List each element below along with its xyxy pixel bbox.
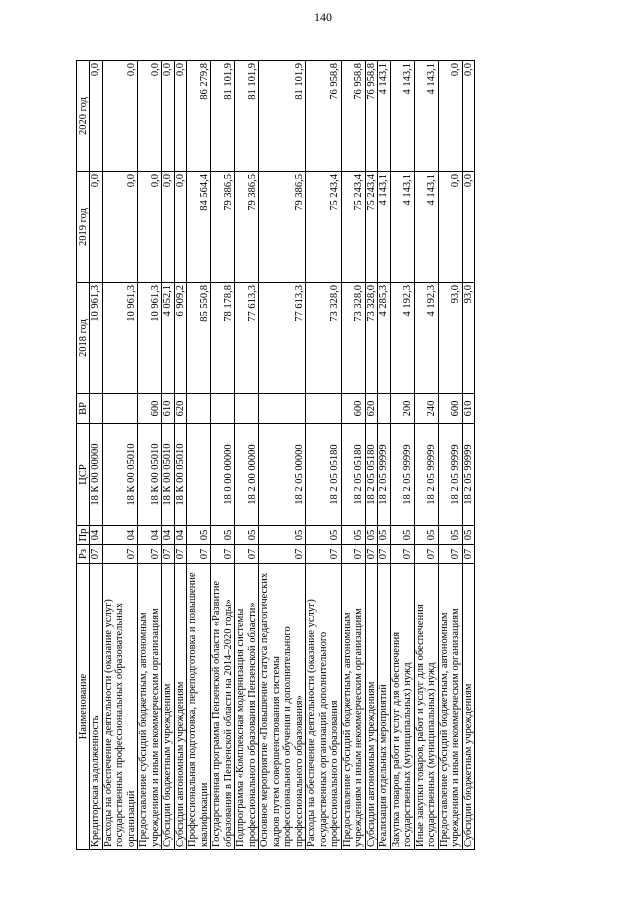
cell-rz: 07 [174, 545, 187, 564]
table-header-row [77, 61, 90, 850]
cell-2020: 0,0 [438, 61, 462, 172]
cell-vr: 620 [365, 394, 378, 424]
cell-vr [259, 394, 306, 424]
cell-name: Расходы на обеспечение деятельности (оказание услуг) государственных профессиональных образовательных организаций [102, 564, 138, 850]
cell-csr: 18 2 05 99999 [438, 424, 462, 526]
cell-2019: 75 243,4 [306, 172, 342, 283]
cell-2020: 4 143,1 [378, 61, 391, 172]
cell-2020: 81 101,9 [259, 61, 306, 172]
cell-name: Субсидии автономным учреждениям [174, 564, 187, 850]
cell-name: Кредиторская задолженность [90, 564, 103, 850]
cell-csr: 18 К 00 05010 [174, 424, 187, 526]
cell-pr: 05 [462, 526, 475, 545]
cell-vr: 240 [414, 394, 438, 424]
cell-2018: 4 052,1 [162, 283, 175, 394]
cell-csr: 18 2 05 99999 [414, 424, 438, 526]
cell-2020: 81 101,9 [211, 61, 235, 172]
cell-2018: 10 961,3 [138, 283, 162, 394]
cell-vr [235, 394, 259, 424]
cell-name: Основное мероприятие «Повышение статуса педагогических кадров путем совершенствования системы профессионального обучения и дополнительного профессионального образования» [259, 564, 306, 850]
table-body [90, 61, 475, 850]
cell-csr: 18 2 05 99999 [378, 424, 391, 526]
cell-pr: 04 [138, 526, 162, 545]
cell-name: Субсидии бюджетным учреждениям [462, 564, 475, 850]
cell-pr: 05 [259, 526, 306, 545]
table-container [76, 60, 566, 850]
table-row [365, 61, 378, 850]
cell-vr [306, 394, 342, 424]
cell-csr: 18 К 00 05010 [138, 424, 162, 526]
cell-rz: 07 [162, 545, 175, 564]
cell-csr: 18 2 05 00000 [259, 424, 306, 526]
cell-pr: 04 [102, 526, 138, 545]
cell-vr [187, 394, 211, 424]
cell-vr: 610 [462, 394, 475, 424]
cell-csr: 18 2 05 05180 [341, 424, 365, 526]
cell-2019: 0,0 [90, 172, 103, 283]
cell-pr: 05 [438, 526, 462, 545]
cell-pr: 04 [90, 526, 103, 545]
cell-2018: 93,0 [462, 283, 475, 394]
cell-csr: 18 2 05 05180 [365, 424, 378, 526]
cell-2019: 4 143,1 [414, 172, 438, 283]
cell-2019: 4 143,1 [378, 172, 391, 283]
table-row [462, 61, 475, 850]
cell-2018: 10 961,3 [102, 283, 138, 394]
cell-2019: 79 386,5 [211, 172, 235, 283]
table-row [235, 61, 259, 850]
cell-2019: 0,0 [102, 172, 138, 283]
cell-pr: 05 [306, 526, 342, 545]
table-row [90, 61, 103, 850]
cell-rz: 07 [365, 545, 378, 564]
table-row [438, 61, 462, 850]
cell-name: Иные закупки товаров, работ и услуг для обеспечения государственных (муниципальных) нужд [414, 564, 438, 850]
cell-rz: 07 [378, 545, 391, 564]
cell-rz: 07 [138, 545, 162, 564]
cell-csr: 18 0 00 00000 [211, 424, 235, 526]
cell-2020: 76 958,8 [341, 61, 365, 172]
cell-2019: 75 243,4 [365, 172, 378, 283]
cell-rz: 07 [390, 545, 414, 564]
table-row [138, 61, 162, 850]
cell-rz: 07 [187, 545, 211, 564]
cell-2020: 86 279,8 [187, 61, 211, 172]
cell-2020: 0,0 [102, 61, 138, 172]
cell-2020: 0,0 [174, 61, 187, 172]
cell-2020: 0,0 [90, 61, 103, 172]
cell-vr [90, 394, 103, 424]
header-vr: ВР [77, 394, 90, 424]
cell-pr: 05 [365, 526, 378, 545]
cell-2018: 77 613,3 [235, 283, 259, 394]
cell-name: Предоставление субсидий бюджетным, автономным учреждениям и иным некоммерческим организациям [138, 564, 162, 850]
table-row [102, 61, 138, 850]
cell-rz: 07 [235, 545, 259, 564]
cell-vr [378, 394, 391, 424]
cell-vr: 600 [138, 394, 162, 424]
cell-2018: 93,0 [438, 283, 462, 394]
cell-csr [187, 424, 211, 526]
header-2020: 2020 год [77, 61, 90, 172]
cell-pr: 05 [414, 526, 438, 545]
table-row [174, 61, 187, 850]
table-row [414, 61, 438, 850]
cell-name: Профессиональная подготовка, переподготовка и повышение квалификации [187, 564, 211, 850]
cell-vr: 620 [174, 394, 187, 424]
cell-pr: 04 [162, 526, 175, 545]
header-rz: Рз [77, 545, 90, 564]
cell-2019: 79 386,5 [259, 172, 306, 283]
cell-2019: 4 143,1 [390, 172, 414, 283]
cell-2018: 4 192,3 [390, 283, 414, 394]
cell-2018: 77 613,3 [259, 283, 306, 394]
cell-pr: 05 [235, 526, 259, 545]
cell-2020: 4 143,1 [390, 61, 414, 172]
cell-csr: 18 К 00 00000 [90, 424, 103, 526]
cell-rz: 07 [259, 545, 306, 564]
table-row [259, 61, 306, 850]
cell-csr: 18 К 00 05010 [162, 424, 175, 526]
cell-name: Закупка товаров, работ и услуг для обеспечения государственных (муниципальных) нужд [390, 564, 414, 850]
cell-pr: 05 [378, 526, 391, 545]
cell-2018: 6 909,2 [174, 283, 187, 394]
cell-2018: 10 961,3 [90, 283, 103, 394]
table-row [341, 61, 365, 850]
header-name: Наименование [77, 564, 90, 850]
rotated-table-frame [76, 60, 566, 850]
cell-pr: 05 [341, 526, 365, 545]
cell-2020: 0,0 [138, 61, 162, 172]
cell-pr: 05 [390, 526, 414, 545]
cell-csr: 18 2 05 05180 [306, 424, 342, 526]
cell-2018: 78 178,8 [211, 283, 235, 394]
cell-name: Предоставление субсидий бюджетным, автономным учреждениям и иным некоммерческим организациям [341, 564, 365, 850]
page-number: 140 [314, 10, 332, 24]
cell-csr: 18 2 05 99999 [462, 424, 475, 526]
cell-2019: 0,0 [162, 172, 175, 283]
cell-rz: 07 [102, 545, 138, 564]
cell-rz: 07 [306, 545, 342, 564]
cell-name: Субсидии автономным учреждениям [365, 564, 378, 850]
cell-pr: 05 [211, 526, 235, 545]
cell-csr: 18 2 00 00000 [235, 424, 259, 526]
cell-name: Реализация отдельных мероприятий [378, 564, 391, 850]
table-row [390, 61, 414, 850]
cell-2019: 75 243,4 [341, 172, 365, 283]
cell-2018: 85 550,8 [187, 283, 211, 394]
cell-2020: 81 101,9 [235, 61, 259, 172]
cell-pr: 04 [174, 526, 187, 545]
cell-name: Предоставление субсидий бюджетным, автономным учреждениям и иным некоммерческим организациям [438, 564, 462, 850]
cell-csr: 18 К 00 05010 [102, 424, 138, 526]
cell-csr: 18 2 05 99999 [390, 424, 414, 526]
table-row [378, 61, 391, 850]
cell-vr [211, 394, 235, 424]
cell-name: Расходы на обеспечение деятельности (оказание услуг) государственных организаций дополнительного профессионального образования [306, 564, 342, 850]
header-2019: 2019 год [77, 172, 90, 283]
cell-rz: 07 [341, 545, 365, 564]
table-row [187, 61, 211, 850]
cell-2020: 76 958,8 [365, 61, 378, 172]
cell-name: Подпрограмма «Комплексная модернизация системы профессионального образования Пензенской области» [235, 564, 259, 850]
cell-2019: 0,0 [462, 172, 475, 283]
table-row [162, 61, 175, 850]
cell-name: Государственная программа Пензенской области «Развитие образования в Пензенской области на 2014–2020 годы» [211, 564, 235, 850]
cell-rz: 07 [90, 545, 103, 564]
cell-2018: 4 192,3 [414, 283, 438, 394]
cell-vr: 200 [390, 394, 414, 424]
cell-rz: 07 [438, 545, 462, 564]
cell-2018: 73 328,0 [341, 283, 365, 394]
table-row [211, 61, 235, 850]
cell-2018: 73 328,0 [365, 283, 378, 394]
cell-2019: 0,0 [174, 172, 187, 283]
table-row [306, 61, 342, 850]
cell-rz: 07 [462, 545, 475, 564]
cell-2019: 0,0 [138, 172, 162, 283]
header-csr: ЦСР [77, 424, 90, 526]
header-pr: Пр [77, 526, 90, 545]
budget-table [76, 60, 475, 850]
cell-vr [102, 394, 138, 424]
cell-rz: 07 [414, 545, 438, 564]
cell-2020: 0,0 [462, 61, 475, 172]
cell-vr: 600 [438, 394, 462, 424]
cell-2019: 79 386,5 [235, 172, 259, 283]
cell-2020: 4 143,1 [414, 61, 438, 172]
header-2018: 2018 год [77, 283, 90, 394]
cell-2018: 73 328,0 [306, 283, 342, 394]
cell-vr: 600 [341, 394, 365, 424]
cell-pr: 05 [187, 526, 211, 545]
cell-vr: 610 [162, 394, 175, 424]
cell-2019: 0,0 [438, 172, 462, 283]
cell-2020: 0,0 [162, 61, 175, 172]
cell-2019: 84 564,4 [187, 172, 211, 283]
cell-rz: 07 [211, 545, 235, 564]
cell-2020: 76 958,8 [306, 61, 342, 172]
cell-2018: 4 285,3 [378, 283, 391, 394]
cell-name: Субсидии бюджетным учреждениям [162, 564, 175, 850]
